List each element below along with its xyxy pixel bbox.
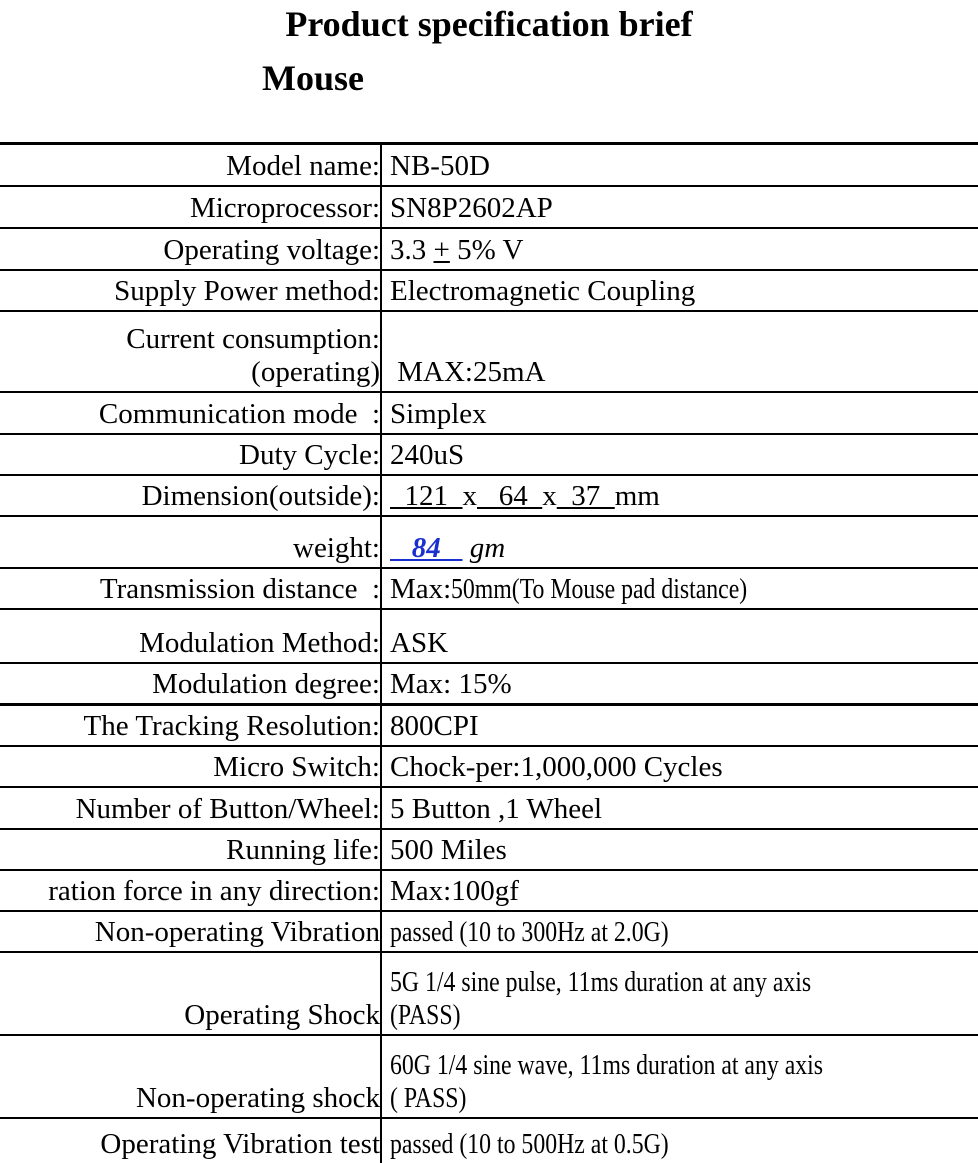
weight-unit: gm	[469, 532, 506, 564]
spec-value: 5 Button ,1 Wheel	[390, 793, 603, 825]
spec-label: Operating Shock	[0, 953, 382, 1034]
spec-row-operating-vibration	[0, 1119, 978, 1163]
spec-value: SN8P2602AP	[390, 192, 553, 224]
spec-label-line: (operating)	[251, 356, 380, 388]
weight-value: 84	[390, 532, 463, 564]
spec-label: Operating Vibration test	[0, 1119, 382, 1163]
spec-value: 500 Miles	[390, 834, 507, 866]
plus-minus-sign: +	[433, 234, 450, 266]
document-title: Product specification brief	[285, 4, 693, 44]
spec-row-non-operating-vibration	[0, 912, 978, 953]
spec-value-text: passed (10 to 300Hz at 2.0G)	[390, 916, 669, 948]
spec-value: Simplex	[390, 398, 487, 430]
spec-row-transmission-distance	[0, 569, 978, 610]
dimension-height: 37	[556, 480, 615, 512]
spec-label: Model name:	[0, 145, 382, 185]
spec-label: Running life:	[0, 830, 382, 869]
spec-row-microprocessor	[0, 187, 978, 229]
spec-value	[382, 517, 978, 567]
spec-label: Communication mode :	[0, 393, 382, 433]
spec-row-tracking-resolution	[0, 706, 978, 747]
spec-label: Modulation Method:	[0, 610, 382, 662]
spec-row-dimension	[0, 476, 978, 517]
dimension-length: 121	[390, 480, 463, 512]
spec-value: Max: 15%	[390, 668, 512, 700]
spec-row-weight	[0, 517, 978, 569]
spec-row-modulation-method	[0, 610, 978, 664]
spec-value-line: (PASS)	[390, 999, 461, 1031]
spec-row-running-life	[0, 830, 978, 871]
spec-table	[0, 142, 978, 1163]
spec-value	[382, 476, 978, 515]
spec-value	[382, 1036, 978, 1117]
spec-value	[382, 1119, 978, 1163]
spec-row-communication-mode	[0, 393, 978, 435]
voltage-tolerance: 5% V	[449, 234, 524, 266]
spec-value	[382, 229, 978, 269]
spec-row-micro-switch	[0, 747, 978, 788]
spec-label: Microprocessor:	[0, 187, 382, 227]
spec-label: Non-operating shock	[0, 1036, 382, 1117]
document-subtitle: Mouse	[262, 58, 364, 98]
spec-label: Modulation degree:	[0, 664, 382, 703]
spec-label: The Tracking Resolution:	[0, 706, 382, 745]
spec-value	[382, 912, 978, 951]
dimension-separator: x	[462, 480, 477, 512]
spec-row-operation-force	[0, 871, 978, 912]
spec-label: Duty Cycle:	[0, 435, 382, 474]
spec-row-current-consumption	[0, 312, 978, 393]
dimension-separator: x	[542, 480, 557, 512]
spec-label: weight:	[0, 517, 382, 567]
distance-value: 50mm(To Mouse pad distance)	[451, 573, 748, 605]
spec-value-text: passed (10 to 500Hz at 0.5G)	[390, 1128, 669, 1160]
spec-row-duty-cycle	[0, 435, 978, 476]
spec-value: 240uS	[390, 439, 465, 471]
spec-value: Chock-per:1,000,000 Cycles	[390, 751, 723, 783]
spec-row-modulation-degree	[0, 664, 978, 706]
spec-label: Dimension(outside):	[0, 476, 382, 515]
spec-label	[0, 312, 382, 391]
spec-label: ration force in any direction:	[0, 871, 382, 910]
distance-prefix: Max:	[390, 573, 452, 605]
dimension-unit: mm	[614, 480, 660, 512]
spec-row-operating-voltage	[0, 229, 978, 271]
spec-value-line: 60G 1/4 sine wave, 11ms duration at any axis	[390, 1049, 824, 1081]
spec-label: Non-operating Vibration	[0, 912, 382, 951]
spec-value	[382, 953, 978, 1034]
spec-label: Number of Button/Wheel:	[0, 788, 382, 828]
dimension-width: 64	[477, 480, 543, 512]
spec-value: Max:100gf	[390, 875, 519, 907]
spec-value: ASK	[390, 627, 449, 659]
spec-value: NB-50D	[390, 150, 490, 182]
spec-label: Transmission distance :	[0, 569, 382, 608]
spec-value: MAX:25mA	[390, 356, 546, 388]
spec-label: Supply Power method:	[0, 271, 382, 310]
spec-label: Operating voltage:	[0, 229, 382, 269]
spec-row-supply-power	[0, 271, 978, 312]
spec-value: Electromagnetic Coupling	[390, 275, 696, 307]
spec-label-line: Current consumption:	[126, 323, 380, 355]
spec-value	[382, 569, 978, 608]
spec-value-line: 5G 1/4 sine pulse, 11ms duration at any axis	[390, 966, 812, 998]
spec-row-non-operating-shock	[0, 1036, 978, 1119]
spec-row-model-name	[0, 145, 978, 187]
voltage-nominal: 3.3	[390, 234, 434, 266]
spec-value: 800CPI	[390, 710, 479, 742]
spec-row-buttons	[0, 788, 978, 830]
spec-value-line: ( PASS)	[390, 1082, 467, 1114]
spec-label: Micro Switch:	[0, 747, 382, 786]
spec-row-operating-shock	[0, 953, 978, 1036]
